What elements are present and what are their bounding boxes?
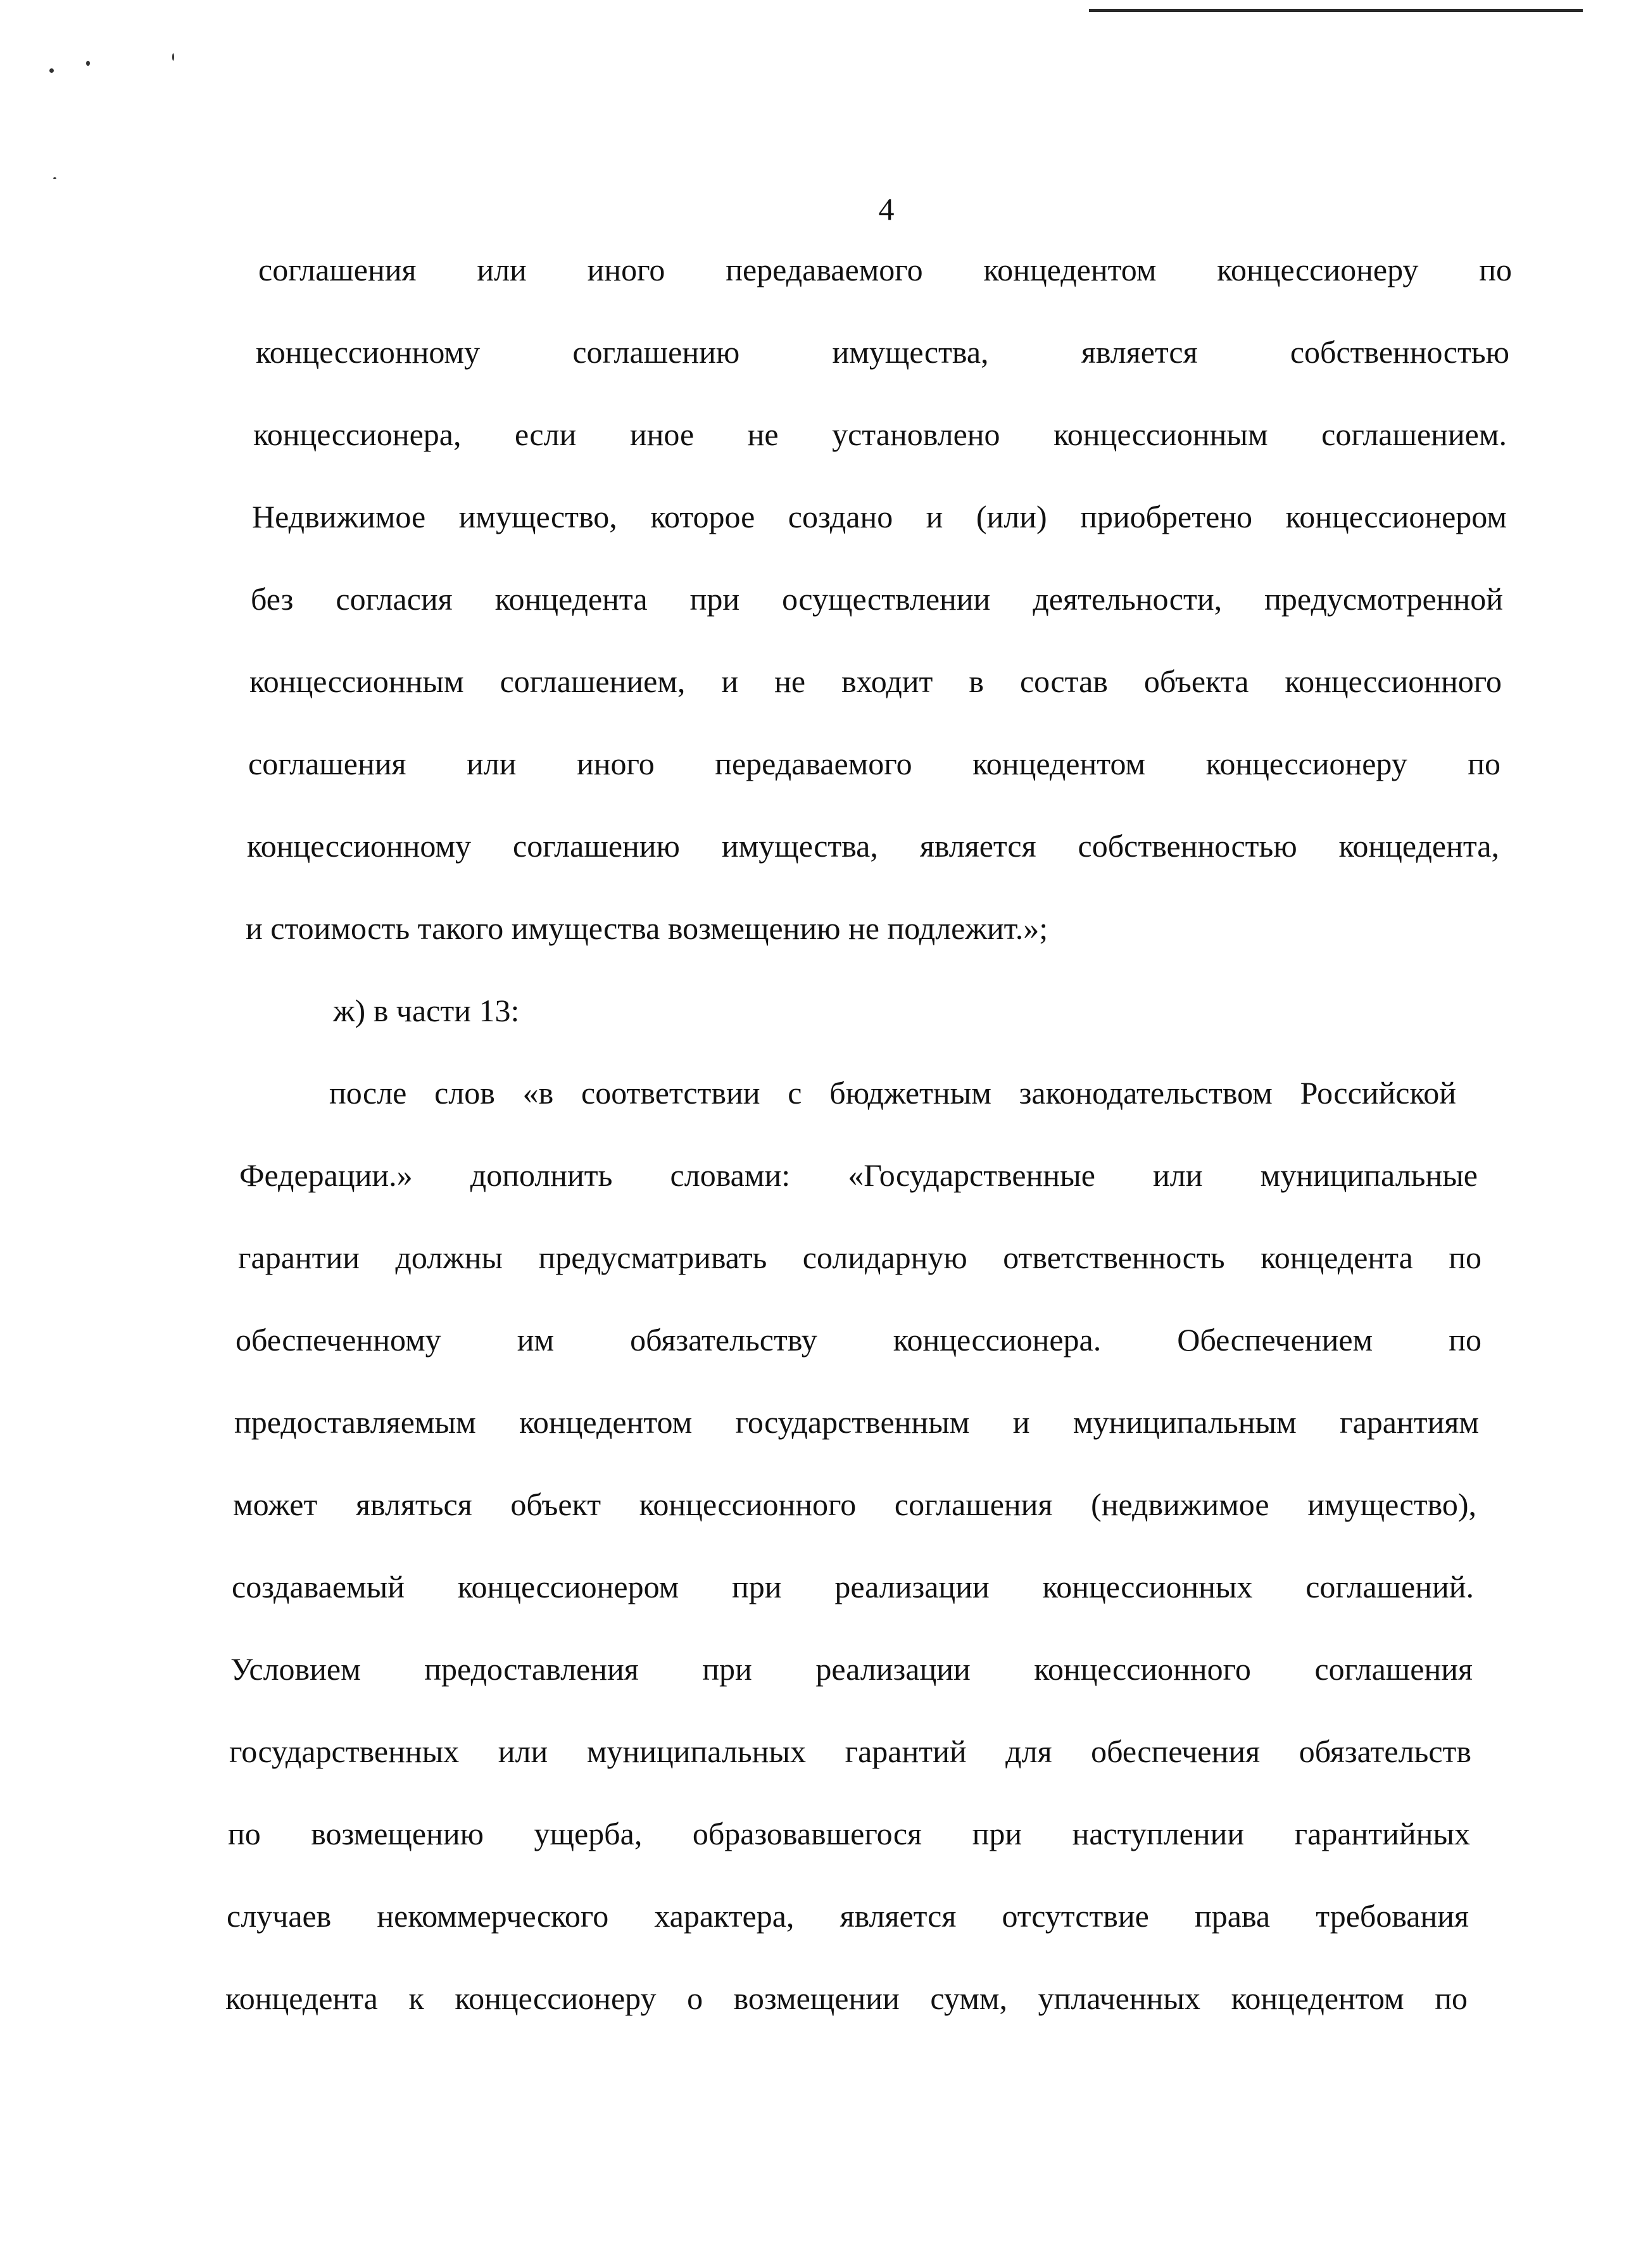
text-line: и стоимость такого имущества возмещению не подлежит.»; bbox=[246, 910, 1048, 946]
text-line: гарантии должны предусматривать солидарную ответственность концедента по bbox=[238, 1240, 1481, 1275]
text-line: концедента к концессионеру о возмещении сумм, уплаченных концедентом по bbox=[225, 1981, 1468, 2016]
scan-speck bbox=[172, 53, 174, 61]
text-line: Федерации.» дополнить словами: «Государственные или муниципальные bbox=[239, 1157, 1478, 1193]
text-line: концессионному соглашению имущества, является собственностью bbox=[256, 334, 1509, 370]
text-line: создаваемый концессионером при реализации концессионных соглашений. bbox=[232, 1569, 1474, 1604]
text-line: после слов «в соответствии с бюджетным законодательством Российской bbox=[329, 1075, 1456, 1111]
text-line: может являться объект концессионного соглашения (недвижимое имущество), bbox=[233, 1487, 1476, 1522]
scan-speck bbox=[86, 61, 90, 66]
text-line: обеспеченному им обязательству концессионера. Обеспечением по bbox=[236, 1322, 1481, 1358]
text-line: соглашения или иного передаваемого концедентом концессионеру по bbox=[258, 252, 1512, 287]
page-number: 4 bbox=[878, 191, 895, 227]
text-line: предоставляемым концедентом государственным и муниципальным гарантиям bbox=[234, 1404, 1479, 1440]
text-line: Условием предоставления при реализации концессионного соглашения bbox=[230, 1651, 1473, 1687]
text-line: концессионным соглашением, и не входит в состав объекта концессионного bbox=[249, 664, 1502, 699]
text-line: без согласия концедента при осуществлении деятельности, предусмотренной bbox=[251, 581, 1503, 617]
text-line: по возмещению ущерба, образовавшегося при наступлении гарантийных bbox=[228, 1816, 1470, 1851]
scan-speck bbox=[53, 177, 56, 179]
text-line: концессионному соглашению имущества, является собственностью концедента, bbox=[247, 828, 1499, 864]
text-line: Недвижимое имущество, которое создано и (или) приобретено концессионером bbox=[252, 499, 1507, 534]
text-line: соглашения или иного передаваемого концедентом концессионеру по bbox=[248, 746, 1500, 781]
text-line: случаев некоммерческого характера, является отсутствие права требования bbox=[227, 1898, 1469, 1934]
text-line: ж) в части 13: bbox=[333, 993, 520, 1028]
text-line: государственных или муниципальных гарантий для обеспечения обязательств bbox=[229, 1734, 1471, 1769]
scan-speck bbox=[49, 68, 54, 73]
text-line: концессионера, если иное не установлено концессионным соглашением. bbox=[253, 417, 1507, 452]
scan-artifact-line bbox=[1089, 9, 1583, 12]
